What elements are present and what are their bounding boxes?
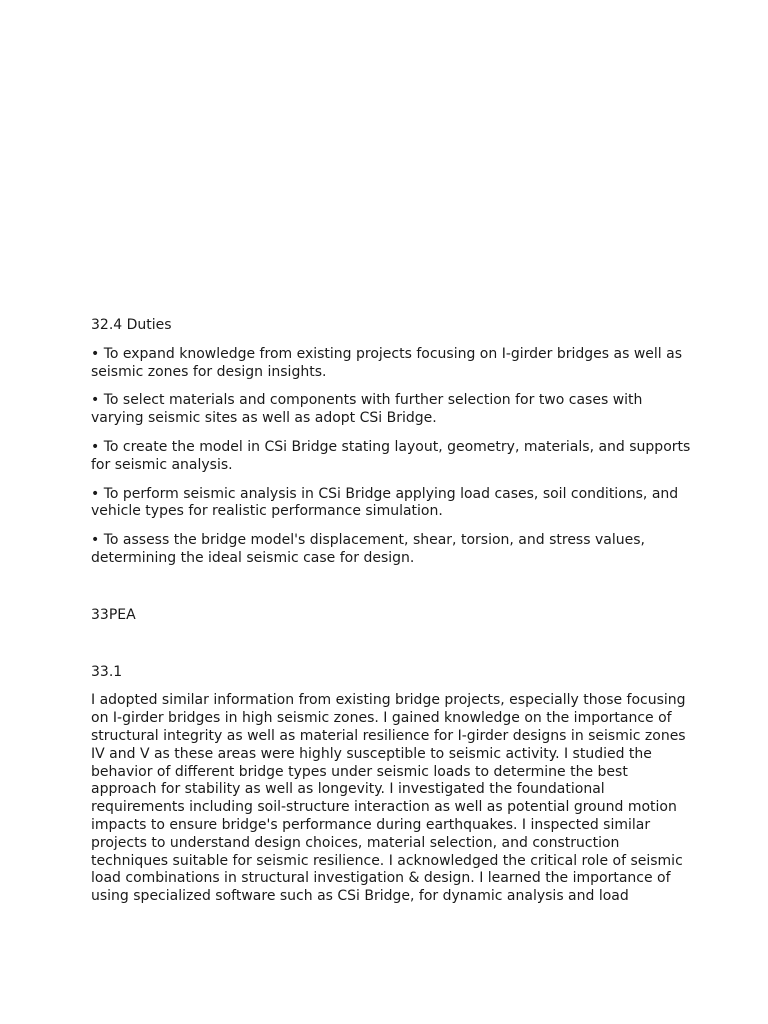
body-paragraph: I adopted similar information from existing bridge projects, especially those focusing on I-girder bridges in high seismic zones. I gained knowledge on the importance of structural integrity as well as material resilience for I-girder designs in seismic zones IV and V as these areas were highly susceptible to seismic activity. I studied the behavior of different bridge types under seismic loads to determine the best approach for stability as well as longevity. I investigated the foundational requirements including soil-structure interaction as well as potential ground motion impacts to ensure bridge's performance during earthquakes. I inspected similar projects to understand design choices, material selection, and construction techniques suitable for seismic resilience. I acknowledged the critical role of seismic load combinations in structural investigation & design. I learned the importance of using specialized software such as CSi Bridge, for dynamic analysis and load (91, 692, 686, 905)
subsection-heading: 33.1 (91, 663, 123, 680)
section-spacer (91, 636, 691, 664)
section-spacer (91, 579, 691, 607)
duty-item: • To expand knowledge from existing projects focusing on I-girder bridges as well as seismic zones for design insights. (91, 345, 683, 380)
duty-item: • To assess the bridge model's displacement, shear, torsion, and stress values, determining the ideal seismic case for design. (91, 532, 645, 566)
document-page (91, 317, 691, 906)
duty-item: • To create the model in CSi Bridge stating layout, geometry, materials, and supports for seismic analysis. (91, 438, 691, 473)
duty-item: • To select materials and components with further selection for two cases with varying seismic sites as well as adopt CSi Bridge. (91, 392, 643, 427)
duty-item: • To perform seismic analysis in CSi Bridge applying load cases, soil conditions, and vehicle types for realistic performance simulation. (91, 485, 679, 520)
pea-heading: 33PEA (91, 606, 136, 623)
duties-heading: 32.4 Duties (91, 317, 172, 333)
